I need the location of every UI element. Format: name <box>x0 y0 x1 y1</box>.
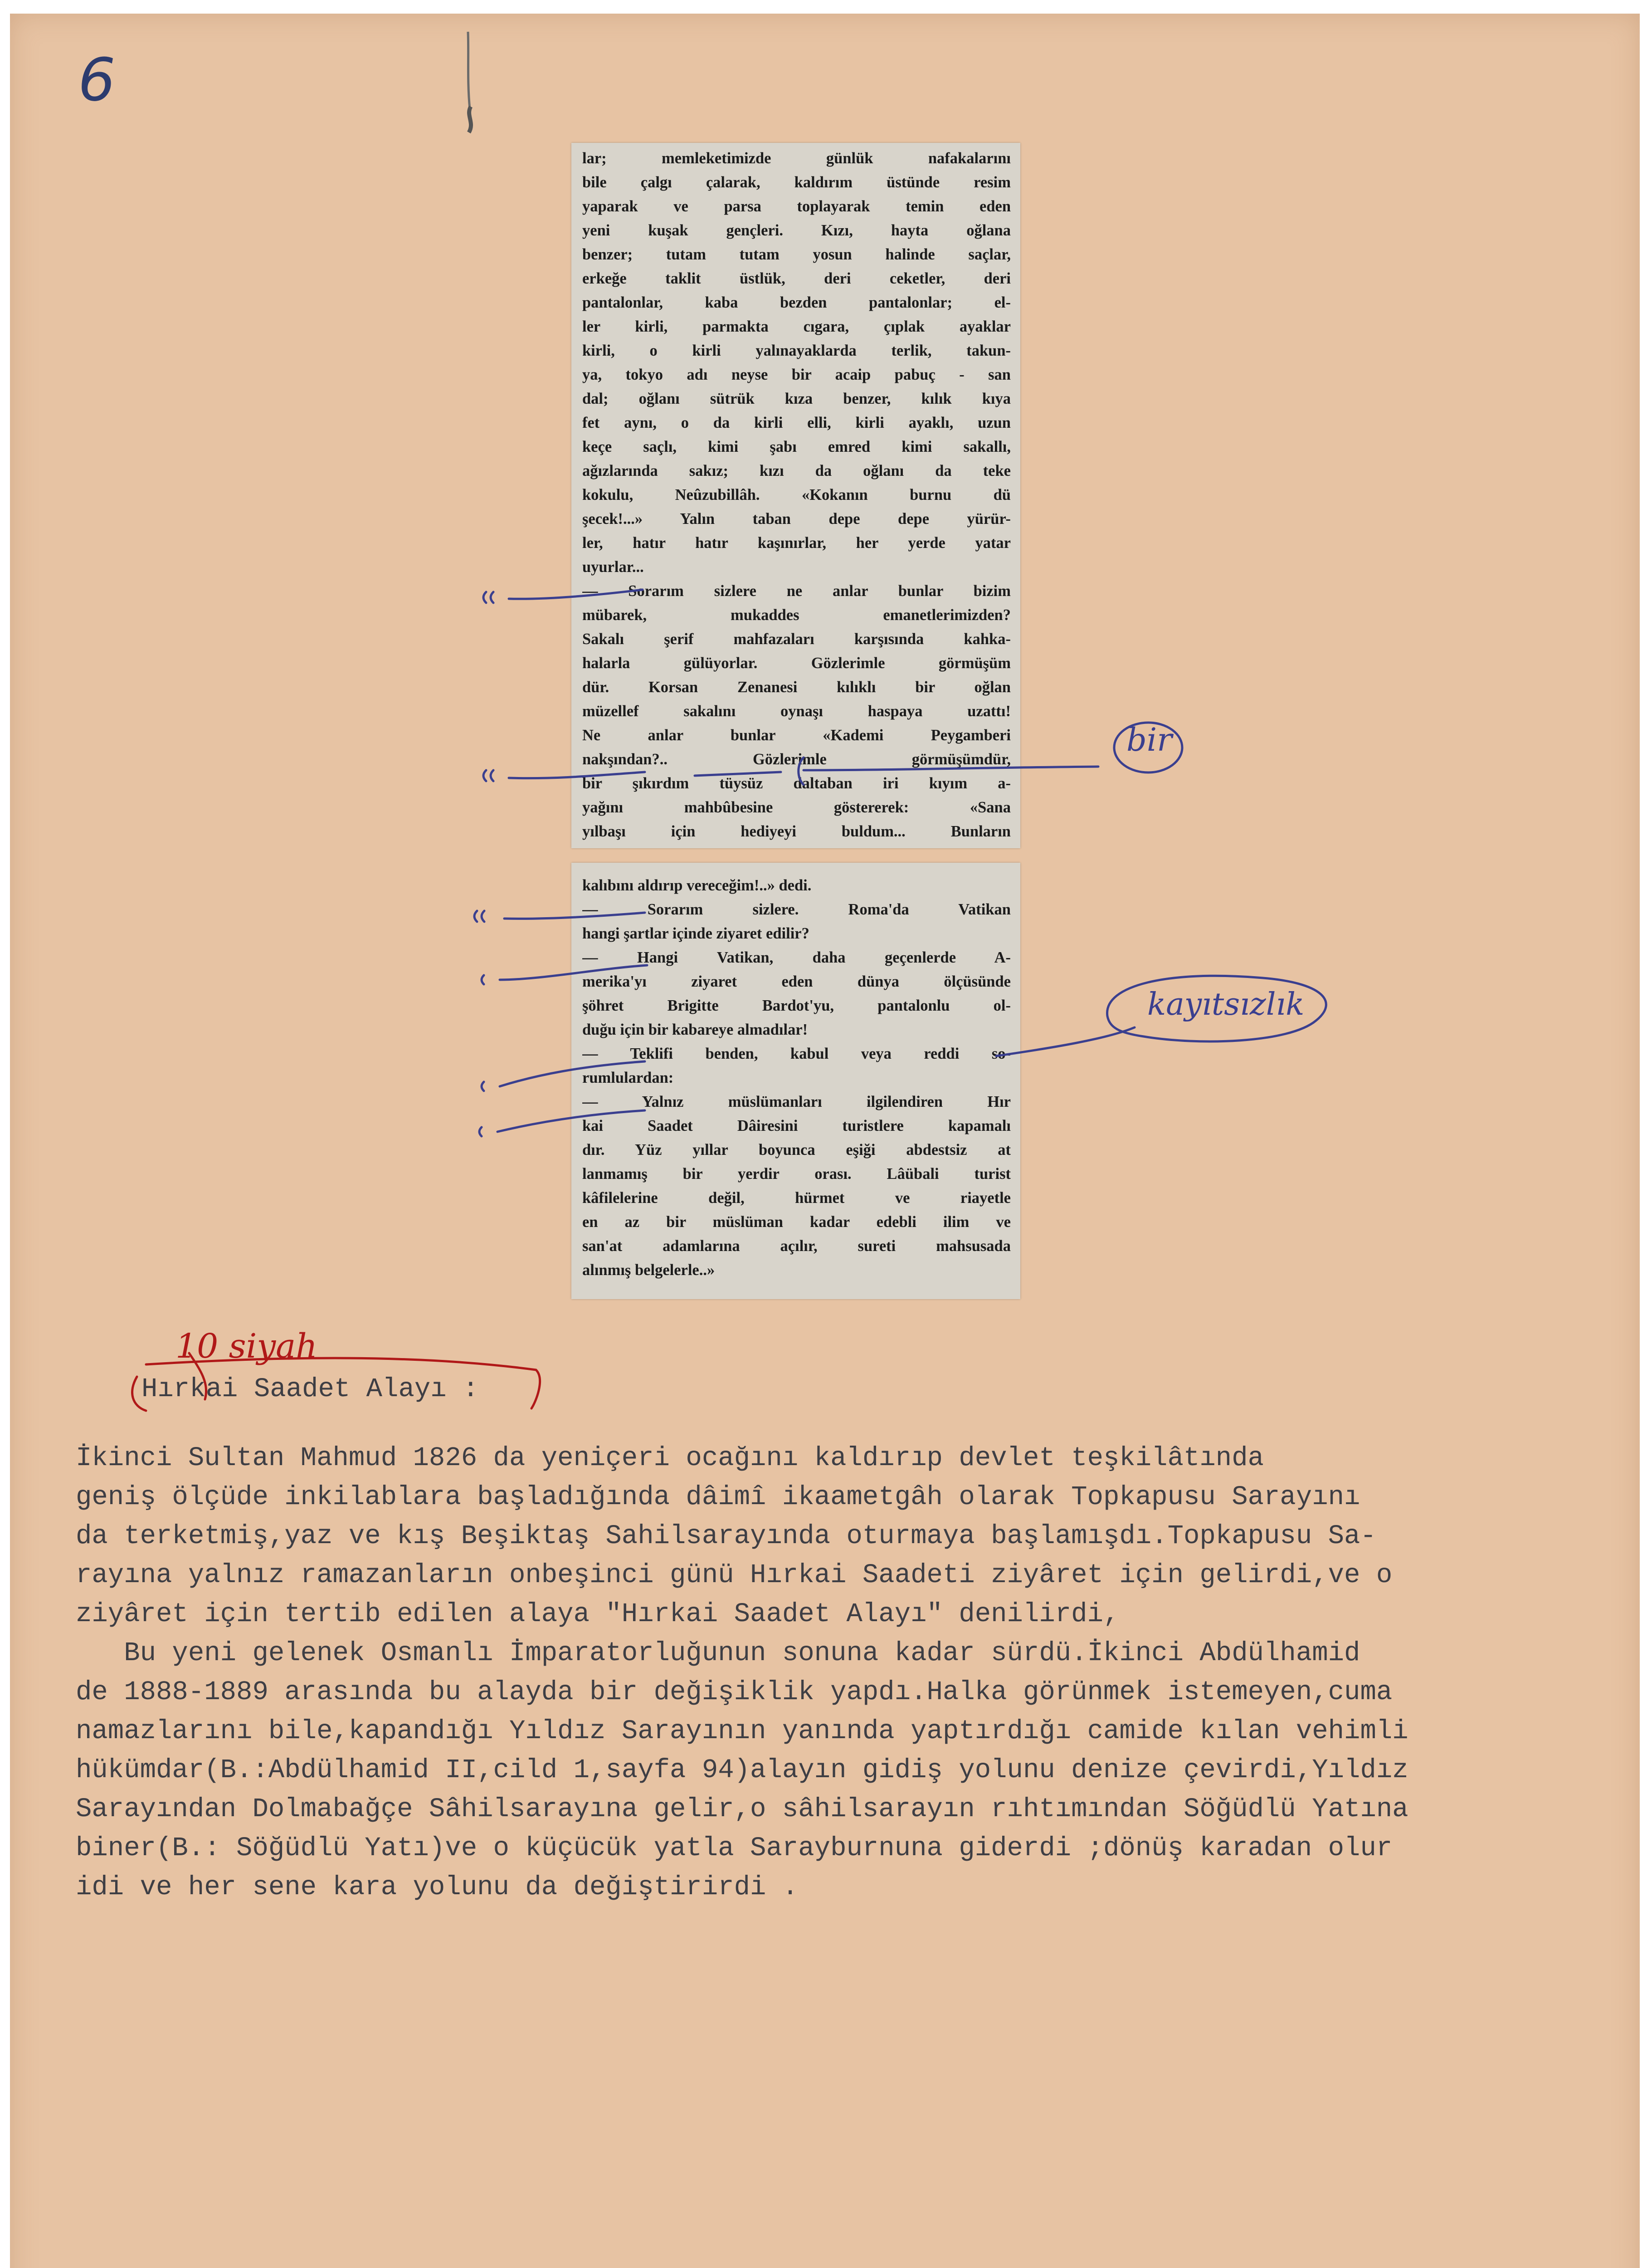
document-page <box>10 14 1640 2268</box>
typed-line: rayına yalnız ramazanların onbeşinci günü Hırkai Saadeti ziyâret için gelirdi,ve o <box>76 1560 1393 1590</box>
clipping-line: hangi şartlar içinde ziyaret edilir? <box>582 925 809 942</box>
typed-line: Sarayından Dolmabağçe Sâhilsarayına gelir,o sâhilsarayın rıhtımından Söğüdlü Yatına <box>76 1794 1408 1824</box>
clipping-line: müzellef sakalını oynaşı haspaya uzattı! <box>582 703 1011 720</box>
clipping-line: duğu için bir kabareye almadılar! <box>582 1021 808 1038</box>
clipping-line: — Teklifi benden, kabul veya reddi so- <box>582 1045 1011 1062</box>
clipping-line: pantalonlar, kaba bezden pantalonlar; el- <box>582 294 1011 311</box>
clipping-line: şecek!...» Yalın taban depe depe yürür- <box>582 510 1011 528</box>
clipping-line: san'at adamlarına açılır, sureti mahsusada <box>582 1237 1011 1255</box>
clipping-line: mübarek, mukaddes emanetlerimizden? <box>582 606 1011 624</box>
clipping-line: erkeğe taklit üstlük, deri ceketler, deri <box>582 270 1011 287</box>
clipping-line: benzer; tutam tutam yosun halinde saçlar, <box>582 246 1011 263</box>
clipping-line: rumlulardan: <box>582 1069 674 1086</box>
clipping-line: keçe saçlı, kimi şabı emred kimi sakallı, <box>582 438 1011 455</box>
clipping-line: dür. Korsan Zenanesi kılıklı bir oğlan <box>582 679 1011 696</box>
newspaper-clipping-1 <box>571 143 1020 848</box>
clipping-line: kai Saadet Dâiresini turistlere kapamalı <box>582 1117 1011 1134</box>
clipping-line: kâfilelerine değil, hürmet ve riayetle <box>582 1189 1011 1207</box>
typed-line: de 1888-1889 arasında bu alayda bir değişiklik yapdı.Halka görünmek istemeyen,cuma <box>76 1677 1393 1707</box>
clipping-line: merika'yı ziyaret eden dünya ölçüsünde <box>582 973 1011 990</box>
clipping-line: Sakalı şerif mahfazaları karşısında kahka- <box>582 631 1011 648</box>
section-title: Hırkai Saadet Alayı : <box>141 1374 479 1404</box>
typed-line: namazlarını bile,kapandığı Yıldız Sarayının yanında yaptırdığı camide kılan vehimli <box>76 1716 1408 1746</box>
annotation-kayitsizlik: kayıtsızlık <box>1147 987 1305 1022</box>
clipping-line: kalıbını aldırıp vereceğim!..» dedi. <box>582 877 812 894</box>
clipping-line: alınmış belgelerle..» <box>582 1261 715 1279</box>
clipping-line: ler, hatır hatır kaşınırlar, her yerde yatar <box>582 534 1011 552</box>
red-note: 10 siyah <box>175 1327 317 1366</box>
clipping-line: yaparak ve parsa toplayarak temin eden <box>582 198 1011 215</box>
clipping-line: ya, tokyo adı neyse bir acaip pabuç - san <box>582 366 1011 383</box>
clipping-line: yağını mahbûbesine göstererek: «Sana <box>582 799 1011 816</box>
clipping-line: yılbaşı için hediyeyi buldum... Bunların <box>582 823 1011 840</box>
clipping-line: bile çalgı çalarak, kaldırım üstünde resim <box>582 174 1011 191</box>
clipping-line: ağızlarında sakız; kızı da oğlanı da teke <box>582 462 1011 479</box>
page-number: 6 <box>78 45 116 114</box>
clipping-line: Ne anlar bunlar «Kademi Peygamberi <box>582 727 1011 744</box>
clipping-line: kokulu, Neûzubillâh. «Kokanın burnu dü <box>582 486 1011 503</box>
typed-line: idi ve her sene kara yolunu da değiştirirdi . <box>76 1872 799 1902</box>
typed-line: hükümdar(B.:Abdülhamid II,cild 1,sayfa 94)alayın gidiş yolunu denize çevirdi,Yıldız <box>76 1755 1408 1785</box>
typed-line: Bu yeni gelenek Osmanlı İmparatorluğunun sonuna kadar sürdü.İkinci Abdülhamid <box>76 1638 1360 1668</box>
clipping-line: — Sorarım sizlere ne anlar bunlar bizim <box>582 582 1011 600</box>
typed-line: İkinci Sultan Mahmud 1826 da yeniçeri ocağını kaldırıp devlet teşkilâtında <box>76 1443 1264 1473</box>
clipping-line: bir şıkırdım tüysüz daltaban iri kıyım a- <box>582 775 1011 792</box>
clipping-line: fet aynı, o da kirli elli, kirli ayaklı, uzun <box>582 414 1011 431</box>
clipping-line: nakşından?.. Gözlerimle görmüşümdür, <box>582 751 1011 768</box>
clipping-line: — Sorarım sizlere. Roma'da Vatikan <box>582 901 1011 918</box>
clipping-line: kirli, o kirli yalınayaklarda terlik, takun- <box>582 342 1011 359</box>
clipping-line: lanmamış bir yerdir orası. Lâübali turist <box>582 1165 1011 1183</box>
typed-line: ziyâret için tertib edilen alaya "Hırkai Saadet Alayı" denilirdi, <box>76 1599 1120 1629</box>
clipping-line: dal; oğlanı sütrük kıza benzer, kılık kıya <box>582 390 1011 407</box>
clipping-line: — Yalnız müslümanları ilgilendiren Hır <box>582 1093 1011 1110</box>
clipping-line: dır. Yüz yıllar boyunca eşiği abdestsiz at <box>582 1141 1011 1158</box>
clipping-line: lar; memleketimizde günlük nafakalarını <box>582 150 1011 167</box>
typed-line: biner(B.: Söğüdlü Yatı)ve o küçücük yatla Sarayburnuna giderdi ;dönüş karadan olur <box>76 1833 1393 1863</box>
annotation-bir: bir <box>1126 721 1172 758</box>
clipping-line: şöhret Brigitte Bardot'yu, pantalonlu ol- <box>582 997 1011 1014</box>
newspaper-clipping-2 <box>571 863 1020 1299</box>
clipping-line: — Hangi Vatikan, daha geçenlerde A- <box>582 949 1011 966</box>
clipping-line: en az bir müslüman kadar edebli ilim ve <box>582 1213 1011 1231</box>
typed-line: geniş ölçüde inkilablara başladığında dâimî ikaametgâh olarak Topkapusu Sarayını <box>76 1482 1360 1512</box>
clipping-line: halarla gülüyorlar. Gözlerimle görmüşüm <box>582 655 1011 672</box>
clipping-line: ler kirli, parmakta cıgara, çıplak ayaklar <box>582 318 1011 335</box>
clipping-line: uyurlar... <box>582 558 644 576</box>
clipping-line: yeni kuşak gençleri. Kızı, hayta oğlana <box>582 222 1011 239</box>
typed-line: da terketmiş,yaz ve kış Beşiktaş Sahilsarayında oturmaya başlamışdı.Topkapusu Sa- <box>76 1521 1376 1551</box>
